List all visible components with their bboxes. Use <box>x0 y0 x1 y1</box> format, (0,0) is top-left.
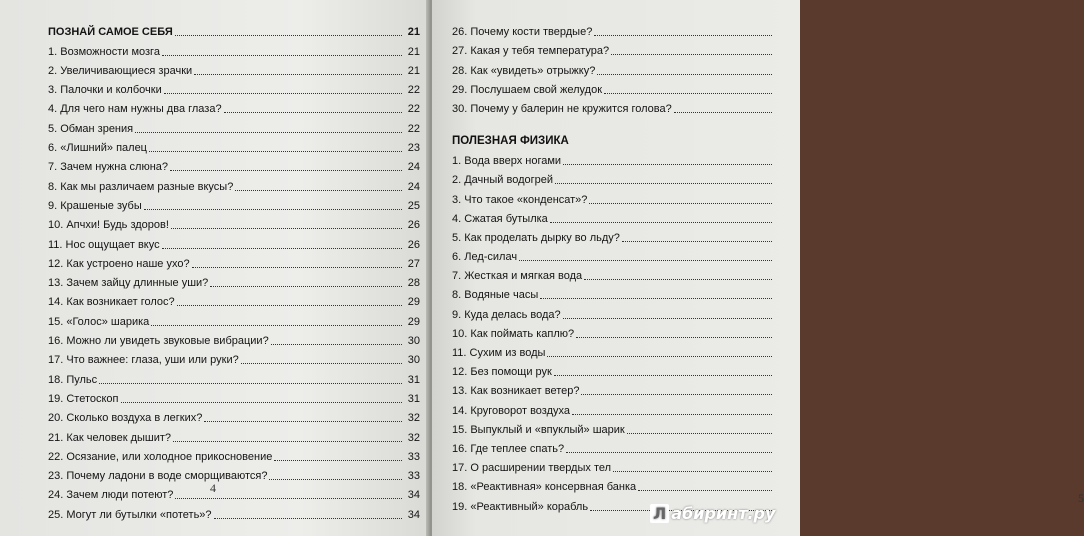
toc-entry <box>48 464 420 483</box>
entry-title: 1. Возможности мозга <box>48 45 160 58</box>
entry-page: 33 <box>407 470 420 483</box>
leader-dots <box>563 164 772 165</box>
leader-dots <box>613 471 772 472</box>
entry-title: 23. Почему ладони в воде сморщиваются? <box>48 470 268 483</box>
entry-title: 12. Без помощи рук <box>452 366 552 379</box>
page-number: 4 <box>210 481 216 495</box>
entry-title: 12. Как устроено наше ухо? <box>48 257 190 270</box>
leader-dots <box>519 260 772 261</box>
entry-title: 3. Палочки и колбочки <box>48 84 162 97</box>
toc-entry <box>452 245 790 264</box>
toc-entry <box>452 187 790 206</box>
entry-title: 13. Зачем зайцу длинные уши? <box>48 277 209 290</box>
leader-dots <box>235 190 402 191</box>
toc-entry <box>48 483 420 502</box>
entry-title: 11. Сухим из воды <box>452 347 546 359</box>
toc-entry <box>48 367 420 386</box>
entry-title: 4. Для чего нам нужны два глаза? <box>48 103 222 116</box>
leader-dots <box>554 375 772 376</box>
entry-title: 20. Сколько воздуха в легких? <box>48 412 203 425</box>
leader-dots <box>611 54 772 55</box>
entry-page: 29 <box>407 315 420 328</box>
entry-page: 32 <box>407 412 420 425</box>
entry-title: 16. Можно ли увидеть звуковые вибрации? <box>48 335 269 348</box>
leader-dots <box>170 170 402 171</box>
leader-dots <box>622 241 772 242</box>
entry-page: 31 <box>407 392 420 405</box>
leader-dots <box>581 394 772 395</box>
entry-title: 18. Пульс <box>48 373 98 386</box>
leader-dots <box>594 35 772 36</box>
toc-entry <box>452 360 790 379</box>
entry-page: 34 <box>407 508 420 521</box>
toc-entry <box>452 226 790 245</box>
watermark-text: абиринт.ру <box>671 504 776 523</box>
leader-dots <box>204 421 402 422</box>
toc-entry <box>452 149 790 168</box>
entry-title: 6. «Лишний» палец <box>48 142 147 155</box>
toc-entry <box>48 387 420 406</box>
entry-page: 29 <box>407 296 420 309</box>
toc-entry <box>48 174 420 193</box>
entry-title: 14. Как возникает голос? <box>48 296 175 309</box>
toc-list-right <box>452 149 790 514</box>
toc-entry <box>452 475 790 494</box>
entry-page: 22 <box>407 103 420 116</box>
toc-list-right-top <box>452 20 790 116</box>
toc-entry <box>48 39 420 58</box>
toc-entry <box>452 20 790 39</box>
toc-entry <box>452 398 790 417</box>
right-page <box>432 0 1084 536</box>
entry-title: 28. Как «увидеть» отрыжку? <box>452 64 596 77</box>
watermark-logo <box>650 504 775 523</box>
leader-dots <box>175 498 402 499</box>
toc-list-left <box>48 39 420 521</box>
toc-entry <box>48 425 420 444</box>
leader-dots <box>171 228 402 229</box>
leader-dots <box>210 286 402 287</box>
toc-entry <box>452 207 790 226</box>
toc-entry <box>48 290 420 309</box>
entry-title: 9. Крашеные зубы <box>48 199 142 212</box>
toc-entry <box>452 168 790 187</box>
leader-dots <box>192 267 402 268</box>
entry-title: 18. «Реактивная» консервная банка <box>452 481 637 494</box>
toc-entry <box>452 97 790 116</box>
entry-page: 26 <box>407 219 420 232</box>
toc-entry <box>452 418 790 437</box>
entry-title: 22. Осязание, или холодное прикосновение <box>48 450 273 463</box>
entry-page: 21 <box>407 45 420 58</box>
toc-entry <box>48 271 420 290</box>
entry-page: 30 <box>407 335 420 348</box>
entry-title: 16. Где теплее спать? <box>452 442 565 455</box>
toc-entry <box>452 264 790 283</box>
leader-dots <box>584 279 772 280</box>
entry-title: 7. Жесткая и мягкая вода <box>452 270 583 283</box>
entry-title: 26. Почему кости твердые? <box>452 26 593 39</box>
entry-title: 2. Дачный водогрей <box>452 174 553 187</box>
leader-dots <box>572 414 772 415</box>
leader-dots <box>175 35 402 36</box>
toc-entry <box>48 252 420 271</box>
entry-title: 14. Круговорот воздуха <box>452 404 570 417</box>
leader-dots <box>597 74 772 75</box>
leader-dots <box>224 112 402 113</box>
toc-entry <box>48 348 420 367</box>
watermark-badge: Л <box>650 504 669 523</box>
leader-dots <box>563 318 772 319</box>
entry-title: 1. Вода вверх ногами <box>452 155 562 168</box>
entry-title: 15. «Голос» шарика <box>48 315 150 328</box>
leader-dots <box>151 325 402 326</box>
entry-title: 10. Апчхи! Будь здоров! <box>48 219 169 232</box>
entry-title: 5. Как проделать дырку во льду? <box>452 231 620 244</box>
leader-dots <box>638 490 772 491</box>
toc-entry <box>48 232 420 251</box>
leader-dots <box>164 93 402 94</box>
toc-entry <box>48 406 420 425</box>
leader-dots <box>555 183 772 184</box>
entry-title: 9. Куда делась вода? <box>452 308 561 321</box>
toc-entry <box>452 456 790 475</box>
leader-dots <box>566 452 772 453</box>
leader-dots <box>604 93 772 94</box>
toc-entry <box>48 502 420 521</box>
toc-entry <box>452 283 790 302</box>
leader-dots <box>274 460 402 461</box>
entry-title: 21. Как человек дышит? <box>48 431 172 444</box>
entry-title: 8. Водяные часы <box>452 289 539 302</box>
leader-dots <box>121 402 402 403</box>
leader-dots <box>540 298 772 299</box>
leader-dots <box>162 248 402 249</box>
left-page <box>0 0 430 536</box>
toc-entry <box>48 309 420 328</box>
entry-page: 24 <box>407 180 420 193</box>
entry-title: 8. Как мы различаем разные вкусы? <box>48 180 234 193</box>
toc-entry <box>452 379 790 398</box>
section-title: ПОЗНАЙ САМОЕ СЕБЯ <box>48 26 173 39</box>
leader-dots <box>99 383 402 384</box>
section-spacer <box>452 116 790 133</box>
toc-entry <box>48 97 420 116</box>
leader-dots <box>550 222 772 223</box>
section-title: ПОЛЕЗНАЯ ФИЗИКА <box>452 134 569 147</box>
leader-dots <box>674 112 772 113</box>
entry-title: 7. Зачем нужна слюна? <box>48 161 169 174</box>
leader-dots <box>589 203 772 204</box>
leader-dots <box>271 344 402 345</box>
entry-page: 28 <box>407 277 420 290</box>
leader-dots <box>135 132 402 133</box>
entry-page: 25 <box>407 199 420 212</box>
entry-title: 10. Как поймать каплю? <box>452 327 575 340</box>
entry-page: 31 <box>407 373 420 386</box>
entry-page: 34 <box>407 489 420 502</box>
toc-entry <box>452 322 790 341</box>
entry-page: 27 <box>407 257 420 270</box>
toc-entry <box>48 194 420 213</box>
entry-page: 22 <box>407 84 420 97</box>
entry-title: 5. Обман зрения <box>48 122 134 135</box>
toc-entry <box>48 213 420 232</box>
toc-entry <box>48 155 420 174</box>
entry-page: 33 <box>407 450 420 463</box>
entry-page: 32 <box>407 431 420 444</box>
entry-title: 15. Выпуклый и «впуклый» шарик <box>452 423 625 436</box>
toc-entry <box>452 39 790 58</box>
entry-title: 24. Зачем люди потеют? <box>48 489 174 502</box>
toc-entry <box>48 329 420 348</box>
leader-dots <box>177 305 402 306</box>
leader-dots <box>576 337 772 338</box>
entry-title: 17. О расширении твердых тел <box>452 462 612 475</box>
toc-entry <box>452 302 790 321</box>
leader-dots <box>162 55 402 56</box>
section-title-row <box>452 133 790 149</box>
leader-dots <box>269 479 402 480</box>
toc-entry <box>452 341 790 360</box>
toc-entry <box>48 78 420 97</box>
toc-entry <box>48 59 420 78</box>
leader-dots <box>173 441 402 442</box>
toc-entry <box>48 116 420 135</box>
section-title-row <box>48 20 420 39</box>
leader-dots <box>627 433 772 434</box>
leader-dots <box>241 363 402 364</box>
entry-page: 22 <box>407 122 420 135</box>
entry-title: 29. Послушаем свой желудок <box>452 83 603 96</box>
page-number: 5 <box>1078 491 1084 505</box>
entry-title: 30. Почему у балерин не кружится голова? <box>452 102 672 115</box>
entry-title: 11. Нос ощущает вкус <box>48 238 160 251</box>
entry-title: 25. Могут ли бутылки «потеть»? <box>48 508 212 521</box>
toc-entry <box>452 437 790 456</box>
leader-dots <box>194 74 402 75</box>
entry-title: 2. Увеличивающиеся зрачки <box>48 64 193 77</box>
section-page: 21 <box>407 26 420 39</box>
entry-page: 24 <box>407 161 420 174</box>
toc-entry <box>452 78 790 97</box>
entry-page: 23 <box>407 142 420 155</box>
toc-entry <box>48 136 420 155</box>
entry-page: 30 <box>407 354 420 367</box>
leader-dots <box>144 209 402 210</box>
entry-title: 4. Сжатая бутылка <box>452 212 548 225</box>
leader-dots <box>214 518 402 519</box>
entry-title: 17. Что важнее: глаза, уши или руки? <box>48 354 239 367</box>
toc-entry <box>452 58 790 77</box>
toc-entry <box>48 445 420 464</box>
entry-page: 26 <box>407 238 420 251</box>
entry-title: 19. «Реактивный» корабль <box>452 500 589 513</box>
entry-title: 6. Лед-силач <box>452 251 518 264</box>
entry-title: 3. Что такое «конденсат»? <box>452 193 588 206</box>
entry-title: 13. Как возникает ветер? <box>452 385 580 398</box>
entry-title: 27. Какая у тебя температура? <box>452 45 610 58</box>
entry-title: 19. Стетоскоп <box>48 392 119 405</box>
leader-dots <box>547 356 772 357</box>
entry-page: 21 <box>407 64 420 77</box>
leader-dots <box>149 151 402 152</box>
